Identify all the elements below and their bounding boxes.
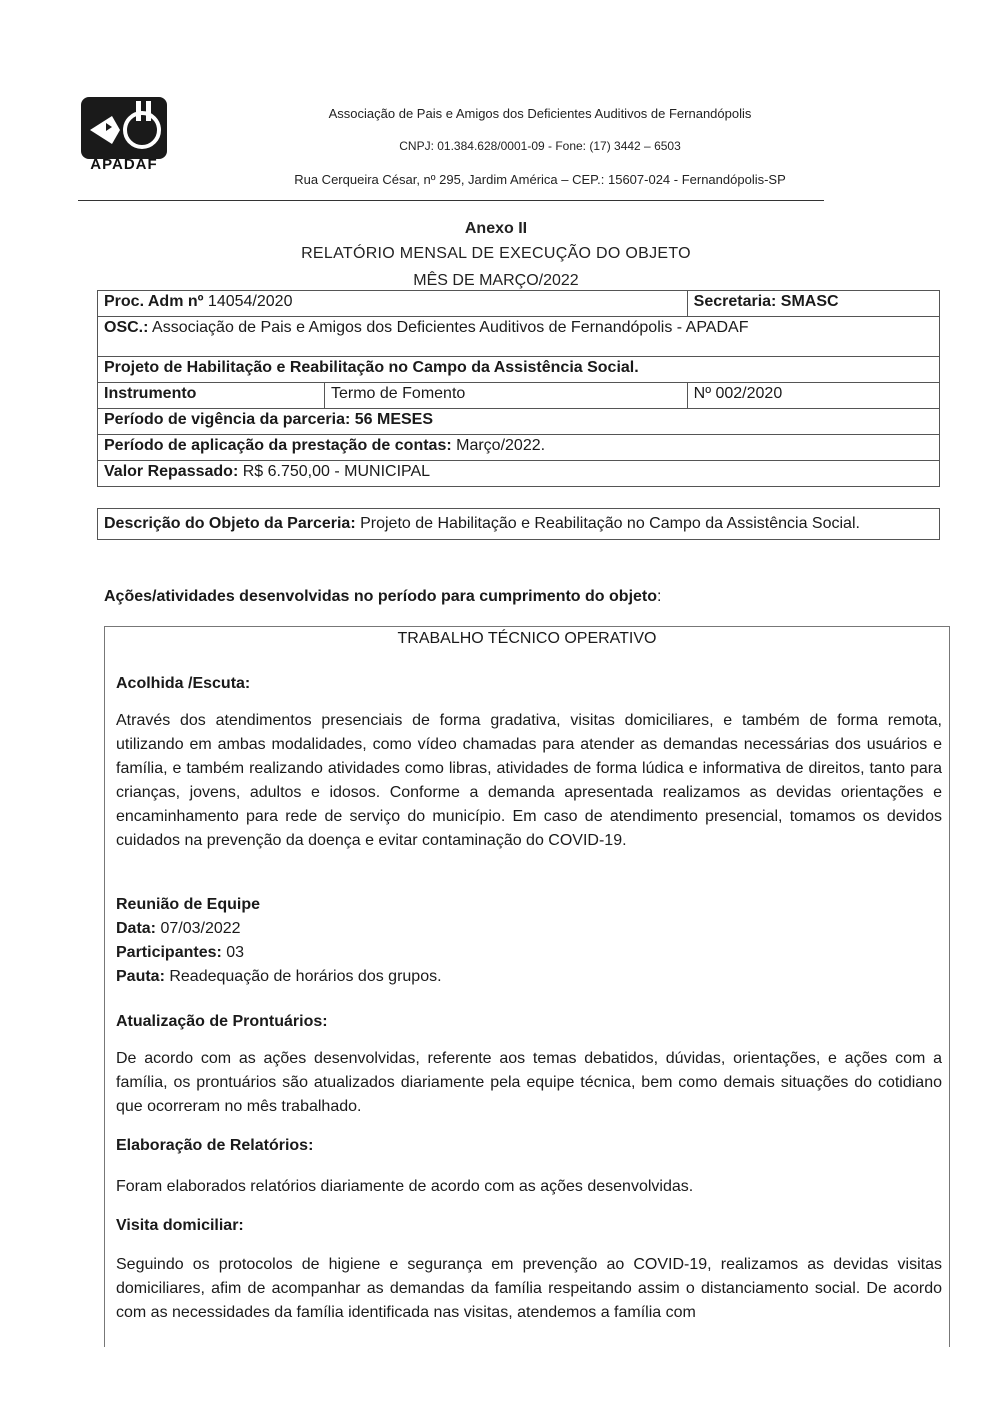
address: Rua Cerqueira César, nº 295, Jardim América – CEP.: 15607-024 - Fernandópolis-SP	[294, 172, 786, 187]
pauta-value: Readequação de horários dos grupos.	[164, 968, 442, 985]
participantes-label: Participantes:	[116, 944, 222, 961]
report-title: RELATÓRIO MENSAL DE EXECUÇÃO DO OBJETO	[301, 245, 691, 262]
osc-label: OSC.:	[104, 319, 149, 336]
descricao-label: Descrição do Objeto da Parceria:	[104, 515, 356, 532]
pauta-line	[116, 965, 942, 989]
aplicacao-value: Março/2022.	[451, 437, 546, 454]
proc-value: 14054/2020	[203, 293, 293, 310]
termo-cell: Termo de Fomento	[325, 383, 688, 409]
report-month: MÊS DE MARÇO/2022	[413, 272, 579, 289]
valor-cell	[98, 461, 940, 487]
trabalho-box	[104, 626, 950, 1347]
annex-title: Anexo II	[464, 220, 528, 237]
participantes-value: 03	[221, 944, 245, 961]
prontuarios-section	[116, 1013, 942, 1031]
participantes-line	[116, 941, 942, 965]
secretaria-cell: Secretaria: SMASC	[687, 291, 939, 317]
numero-cell: Nº 002/2020	[687, 383, 939, 409]
cnpj-phone: CNPJ: 01.384.628/0001-09 - Fone: (17) 3442 – 6503	[399, 139, 681, 153]
acolhida-text: Através dos atendimentos presenciais de forma gradativa, visitas domiciliares, e também de forma remota, utilizando em ambas modalidades, como vídeo chamadas para atender as demandas necessárias dos usuários e família, e também realizando atividades como libras, atividades de forma lúdica e informativa de direitos, tanto para crianças, jovens, adultos e idosos. Conforme a demanda apresentada realizamos as devidas orientações e encaminhamento para rede de serviço do município. Em caso de atendimento presencial, tomamos os devidos cuidados na prevenção da doença e evitar contaminação do COVID-19.	[116, 712, 942, 849]
proc-cell	[98, 291, 688, 317]
osc-value: Associação de Pais e Amigos dos Deficientes Auditivos de Fernandópolis - APADAF	[148, 319, 749, 336]
logo-text: APADAF	[90, 156, 158, 173]
visita-text: Seguindo os protocolos de higiene e segurança em prevenção ao COVID-19, realizamos as devidas visitas domiciliares, afim de acompanhar as demandas da família respeitando assim o distanciamento social. De acordo com as necessidades da família identificada nas visitas, atendemos a família com	[116, 1256, 942, 1321]
prontuarios-body	[116, 1047, 942, 1119]
valor-label: Valor Repassado:	[104, 463, 239, 480]
data-label: Data:	[116, 920, 157, 937]
osc-cell	[98, 317, 940, 357]
acoes-heading	[104, 588, 661, 606]
prontuarios-title: Atualização de Prontuários:	[116, 1013, 328, 1030]
apadaf-logo	[80, 96, 168, 176]
aplicacao-label: Período de aplicação da prestação de contas:	[104, 437, 452, 454]
trabalho-title: TRABALHO TÉCNICO OPERATIVO	[397, 630, 657, 647]
acolhida-title: Acolhida /Escuta:	[116, 675, 251, 692]
relatorios-text: Foram elaborados relatórios diariamente de acordo com as ações desenvolvidas.	[116, 1178, 694, 1195]
proc-label: Proc. Adm nº	[104, 293, 204, 310]
info-table	[97, 290, 940, 487]
relatorios-title: Elaboração de Relatórios:	[116, 1137, 314, 1154]
visita-title: Visita domiciliar:	[116, 1217, 244, 1234]
pauta-label: Pauta:	[116, 968, 165, 985]
visita-body	[116, 1253, 942, 1325]
projeto-cell: Projeto de Habilitação e Reabilitação no Campo da Assistência Social.	[98, 357, 940, 383]
logo-emblem-icon	[80, 96, 168, 160]
header-divider	[78, 200, 824, 201]
data-line	[116, 917, 942, 941]
descricao-value: Projeto de Habilitação e Reabilitação no Campo da Assistência Social.	[355, 515, 860, 532]
prontuarios-text: De acordo com as ações desenvolvidas, referente aos temas debatidos, dúvidas, orientações, e ações com a família, os prontuários são atualizados diariamente pela equipe técnica, bem como demais situações do cotidiano que ocorreram no mês trabalhado.	[116, 1050, 942, 1115]
acoes-colon: :	[657, 588, 662, 605]
org-name: Associação de Pais e Amigos dos Deficientes Auditivos de Fernandópolis	[328, 106, 752, 121]
valor-value: R$ 6.750,00 - MUNICIPAL	[238, 463, 431, 480]
aplicacao-cell	[98, 435, 940, 461]
relatorios-body	[116, 1175, 942, 1199]
relatorios-section	[116, 1137, 942, 1155]
acolhida-body	[116, 709, 942, 853]
visita-section	[116, 1217, 942, 1235]
acoes-label: Ações/atividades desenvolvidas no período para cumprimento do objeto	[104, 588, 658, 605]
reuniao-section	[116, 893, 942, 989]
data-value: 07/03/2022	[156, 920, 241, 937]
vigencia-cell: Período de vigência da parceria: 56 MESES	[98, 409, 940, 435]
instrumento-cell: Instrumento	[98, 383, 325, 409]
descricao-box	[97, 508, 940, 540]
acolhida-section	[116, 675, 942, 693]
reuniao-title: Reunião de Equipe	[116, 896, 261, 913]
